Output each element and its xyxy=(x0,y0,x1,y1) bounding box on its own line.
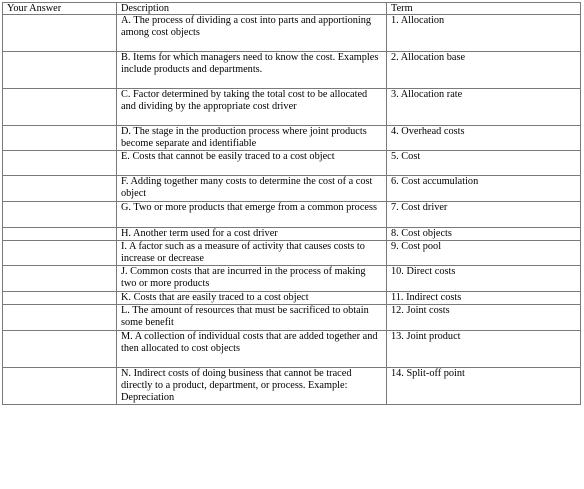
table-row xyxy=(3,176,581,202)
term-cell: 6. Cost accumulation xyxy=(387,176,581,202)
term-cell: 8. Cost objects xyxy=(387,228,581,241)
answer-cell[interactable] xyxy=(3,52,117,89)
table-row xyxy=(3,266,581,292)
term-cell: 1. Allocation xyxy=(387,15,581,52)
answer-cell[interactable] xyxy=(3,151,117,176)
description-cell: N. Indirect costs of doing business that cannot be traced directly to a product, department, or process. Example: Depreciation xyxy=(117,368,387,405)
header-row xyxy=(3,3,581,15)
table-row xyxy=(3,202,581,228)
answer-cell[interactable] xyxy=(3,126,117,151)
answer-cell[interactable] xyxy=(3,292,117,305)
description-cell: K. Costs that are easily traced to a cost object xyxy=(117,292,387,305)
answer-cell[interactable] xyxy=(3,266,117,292)
answer-cell[interactable] xyxy=(3,368,117,405)
table-row xyxy=(3,126,581,151)
term-cell: 14. Split-off point xyxy=(387,368,581,405)
table-row xyxy=(3,15,581,52)
answer-cell[interactable] xyxy=(3,176,117,202)
table-row xyxy=(3,331,581,368)
term-cell: 9. Cost pool xyxy=(387,241,581,266)
description-cell: I. A factor such as a measure of activity that causes costs to increase or decrease xyxy=(117,241,387,266)
description-cell: J. Common costs that are incurred in the process of making two or more products xyxy=(117,266,387,292)
answer-cell[interactable] xyxy=(3,89,117,126)
answer-cell[interactable] xyxy=(3,15,117,52)
description-cell: F. Adding together many costs to determine the cost of a cost object xyxy=(117,176,387,202)
answer-cell[interactable] xyxy=(3,331,117,368)
description-cell: C. Factor determined by taking the total cost to be allocated and dividing by the appropriate cost driver xyxy=(117,89,387,126)
term-column-header: Term xyxy=(387,3,581,15)
term-cell: 4. Overhead costs xyxy=(387,126,581,151)
term-cell: 13. Joint product xyxy=(387,331,581,368)
answer-cell[interactable] xyxy=(3,305,117,331)
term-cell: 3. Allocation rate xyxy=(387,89,581,126)
term-cell: 7. Cost driver xyxy=(387,202,581,228)
table-row xyxy=(3,89,581,126)
term-cell: 10. Direct costs xyxy=(387,266,581,292)
term-cell: 11. Indirect costs xyxy=(387,292,581,305)
description-cell: M. A collection of individual costs that are added together and then allocated to cost objects xyxy=(117,331,387,368)
table-row xyxy=(3,52,581,89)
answer-cell[interactable] xyxy=(3,241,117,266)
table-row xyxy=(3,292,581,305)
description-cell: E. Costs that cannot be easily traced to a cost object xyxy=(117,151,387,176)
term-cell: 5. Cost xyxy=(387,151,581,176)
answer-column-header: Your Answer xyxy=(3,3,117,15)
term-cell: 2. Allocation base xyxy=(387,52,581,89)
description-cell: B. Items for which managers need to know the cost. Examples include products and departments. xyxy=(117,52,387,89)
description-cell: D. The stage in the production process where joint products become separate and identifiable xyxy=(117,126,387,151)
matching-table xyxy=(2,2,581,405)
table-row xyxy=(3,151,581,176)
description-cell: H. Another term used for a cost driver xyxy=(117,228,387,241)
table-row xyxy=(3,228,581,241)
description-cell: A. The process of dividing a cost into parts and apportioning among cost objects xyxy=(117,15,387,52)
description-cell: L. The amount of resources that must be sacrificed to obtain some benefit xyxy=(117,305,387,331)
description-cell: G. Two or more products that emerge from a common process xyxy=(117,202,387,228)
table-row xyxy=(3,305,581,331)
term-cell: 12. Joint costs xyxy=(387,305,581,331)
table-row xyxy=(3,241,581,266)
table-row xyxy=(3,368,581,405)
answer-cell[interactable] xyxy=(3,202,117,228)
answer-cell[interactable] xyxy=(3,228,117,241)
description-column-header: Description xyxy=(117,3,387,15)
